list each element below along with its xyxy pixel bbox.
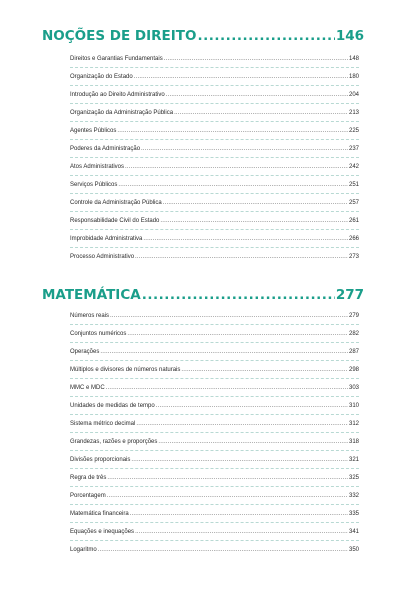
entry-divider xyxy=(70,175,359,176)
toc-leader xyxy=(141,146,348,152)
toc-entry-page: 341 xyxy=(348,529,359,535)
toc-entry-page: 332 xyxy=(348,493,359,499)
toc-entry-label: Números reais xyxy=(70,313,110,319)
toc-entry[interactable] xyxy=(70,182,359,188)
toc-entry-page: 257 xyxy=(348,200,359,206)
toc-leader xyxy=(136,421,348,427)
toc-entry-page: 321 xyxy=(348,457,359,463)
toc-entry-label: Introdução ao Direito Administrativo xyxy=(70,92,165,98)
toc-entry-label: Organização da Administração Pública xyxy=(70,110,174,116)
entry-divider xyxy=(70,378,359,379)
entry-divider xyxy=(70,211,359,212)
toc-entry-page: 148 xyxy=(348,56,359,62)
toc-entry-label: Matemática financeira xyxy=(70,511,129,517)
toc-entry[interactable] xyxy=(70,493,359,499)
entry-divider xyxy=(70,414,359,415)
toc-entry[interactable] xyxy=(70,200,359,206)
toc-leader xyxy=(174,110,348,116)
toc-leader xyxy=(166,92,348,98)
toc-leader xyxy=(158,439,348,445)
toc-leader xyxy=(127,331,348,337)
toc-leader xyxy=(143,236,348,242)
toc-leader xyxy=(135,254,348,260)
toc-entry-page: 303 xyxy=(348,385,359,391)
toc-entry-page: 287 xyxy=(348,349,359,355)
entry-divider xyxy=(70,247,359,248)
toc-leader xyxy=(160,218,348,224)
toc-entry[interactable] xyxy=(70,110,359,116)
entry-divider xyxy=(70,450,359,451)
section-page-number: 146 xyxy=(335,28,364,44)
toc-leader xyxy=(131,457,348,463)
toc-entry[interactable] xyxy=(70,313,359,319)
entry-divider xyxy=(70,396,359,397)
toc-entry-page: 237 xyxy=(348,146,359,152)
toc-entry-label: Equações e inequações xyxy=(70,529,135,535)
toc-entry-page: 213 xyxy=(348,110,359,116)
toc-entry-page: 312 xyxy=(348,421,359,427)
toc-entry-label: Múltiplos e divisores de números naturais xyxy=(70,367,181,373)
toc-entry-page: 204 xyxy=(348,92,359,98)
toc-entry[interactable] xyxy=(70,128,359,134)
entry-divider xyxy=(70,540,359,541)
toc-entry-page: 350 xyxy=(348,547,359,553)
entry-divider xyxy=(70,360,359,361)
toc-entry-label: Grandezas, razões e proporções xyxy=(70,439,158,445)
toc-leader xyxy=(125,164,348,170)
toc-entry-label: Regra de três xyxy=(70,475,107,481)
toc-entry[interactable] xyxy=(70,385,359,391)
entry-divider xyxy=(70,67,359,68)
toc-leader xyxy=(156,403,348,409)
entry-divider xyxy=(70,121,359,122)
toc-entry[interactable] xyxy=(70,349,359,355)
toc-entry-page: 282 xyxy=(348,331,359,337)
entry-divider xyxy=(70,229,359,230)
section-page-number: 277 xyxy=(335,287,364,303)
toc-entry[interactable] xyxy=(70,529,359,535)
toc-entry-page: 273 xyxy=(348,254,359,260)
toc-entry-page: 310 xyxy=(348,403,359,409)
section-heading-matematica xyxy=(42,287,364,303)
toc-leader xyxy=(100,349,348,355)
toc-entry-label: MMC e MDC xyxy=(70,385,105,391)
toc-entry-page: 261 xyxy=(348,218,359,224)
toc-entry-label: Processo Administrativo xyxy=(70,254,135,260)
toc-entry[interactable] xyxy=(70,475,359,481)
entry-divider xyxy=(70,486,359,487)
toc-entry-label: Direitos e Garantias Fundamentais xyxy=(70,56,163,62)
toc-entry[interactable] xyxy=(70,547,359,553)
toc-entry[interactable] xyxy=(70,439,359,445)
toc-entry-label: Unidades de medidas de tempo xyxy=(70,403,155,409)
section-leader xyxy=(142,287,335,303)
toc-entry-label: Poderes da Administração xyxy=(70,146,141,152)
toc-leader xyxy=(163,200,348,206)
toc-entry-label: Improbidade Administrativa xyxy=(70,236,143,242)
toc-leader xyxy=(135,529,348,535)
toc-entry[interactable] xyxy=(70,367,359,373)
toc-entry[interactable] xyxy=(70,236,359,242)
toc-entry[interactable] xyxy=(70,331,359,337)
toc-entry-label: Agentes Públicos xyxy=(70,128,117,134)
toc-entry-page: 335 xyxy=(348,511,359,517)
section-leader xyxy=(198,28,335,44)
entry-divider xyxy=(70,324,359,325)
toc-entry-label: Sistema métrico decimal xyxy=(70,421,136,427)
toc-entry-label: Serviços Públicos xyxy=(70,182,118,188)
toc-entry[interactable] xyxy=(70,146,359,152)
entry-divider xyxy=(70,85,359,86)
toc-entry-label: Divisões proporcionais xyxy=(70,457,131,463)
toc-entry-label: Operações xyxy=(70,349,100,355)
toc-entry-page: 251 xyxy=(348,182,359,188)
toc-entry[interactable] xyxy=(70,511,359,517)
toc-leader xyxy=(98,547,348,553)
toc-leader xyxy=(118,182,348,188)
toc-entry-page: 298 xyxy=(348,367,359,373)
toc-entry-page: 279 xyxy=(348,313,359,319)
toc-entry[interactable] xyxy=(70,421,359,427)
entry-divider xyxy=(70,468,359,469)
toc-entry-page: 225 xyxy=(348,128,359,134)
toc-entry-label: Controle da Administração Pública xyxy=(70,200,162,206)
toc-entry-page: 180 xyxy=(348,74,359,80)
toc-entry[interactable] xyxy=(70,74,359,80)
entry-divider xyxy=(70,432,359,433)
toc-entry[interactable] xyxy=(70,164,359,170)
toc-leader xyxy=(110,313,348,319)
toc-leader xyxy=(164,56,348,62)
toc-leader xyxy=(181,367,348,373)
section-title: NOÇÕES DE DIREITO xyxy=(42,28,197,44)
entry-divider xyxy=(70,342,359,343)
toc-entry-page: 242 xyxy=(348,164,359,170)
toc-entry-label: Conjuntos numéricos xyxy=(70,331,127,337)
entry-divider xyxy=(70,103,359,104)
toc-entry[interactable] xyxy=(70,457,359,463)
entry-divider xyxy=(70,157,359,158)
toc-entry-page: 318 xyxy=(348,439,359,445)
entry-divider xyxy=(70,193,359,194)
entry-divider xyxy=(70,504,359,505)
toc-entry-label: Porcentagem xyxy=(70,493,106,499)
toc-leader xyxy=(107,475,348,481)
section-title: MATEMÁTICA xyxy=(42,287,141,303)
toc-leader xyxy=(130,511,348,517)
toc-entry[interactable] xyxy=(70,218,359,224)
toc-entry-label: Responsabilidade Civil do Estado xyxy=(70,218,160,224)
toc-leader xyxy=(107,493,348,499)
toc-leader xyxy=(134,74,348,80)
section-heading-nocoes-de-direito xyxy=(42,28,364,44)
toc-leader xyxy=(106,385,348,391)
toc-entry[interactable] xyxy=(70,56,359,62)
toc-entry-label: Atos Administrativos xyxy=(70,164,125,170)
toc-entry[interactable] xyxy=(70,403,359,409)
toc-entry-page: 325 xyxy=(348,475,359,481)
toc-entry-label: Organização do Estado xyxy=(70,74,133,80)
toc-entry-page: 266 xyxy=(348,236,359,242)
entry-divider xyxy=(70,522,359,523)
toc-entry[interactable] xyxy=(70,254,359,260)
entry-divider xyxy=(70,139,359,140)
toc-entry[interactable] xyxy=(70,92,359,98)
toc-leader xyxy=(117,128,348,134)
toc-entry-label: Logaritmo xyxy=(70,547,97,553)
